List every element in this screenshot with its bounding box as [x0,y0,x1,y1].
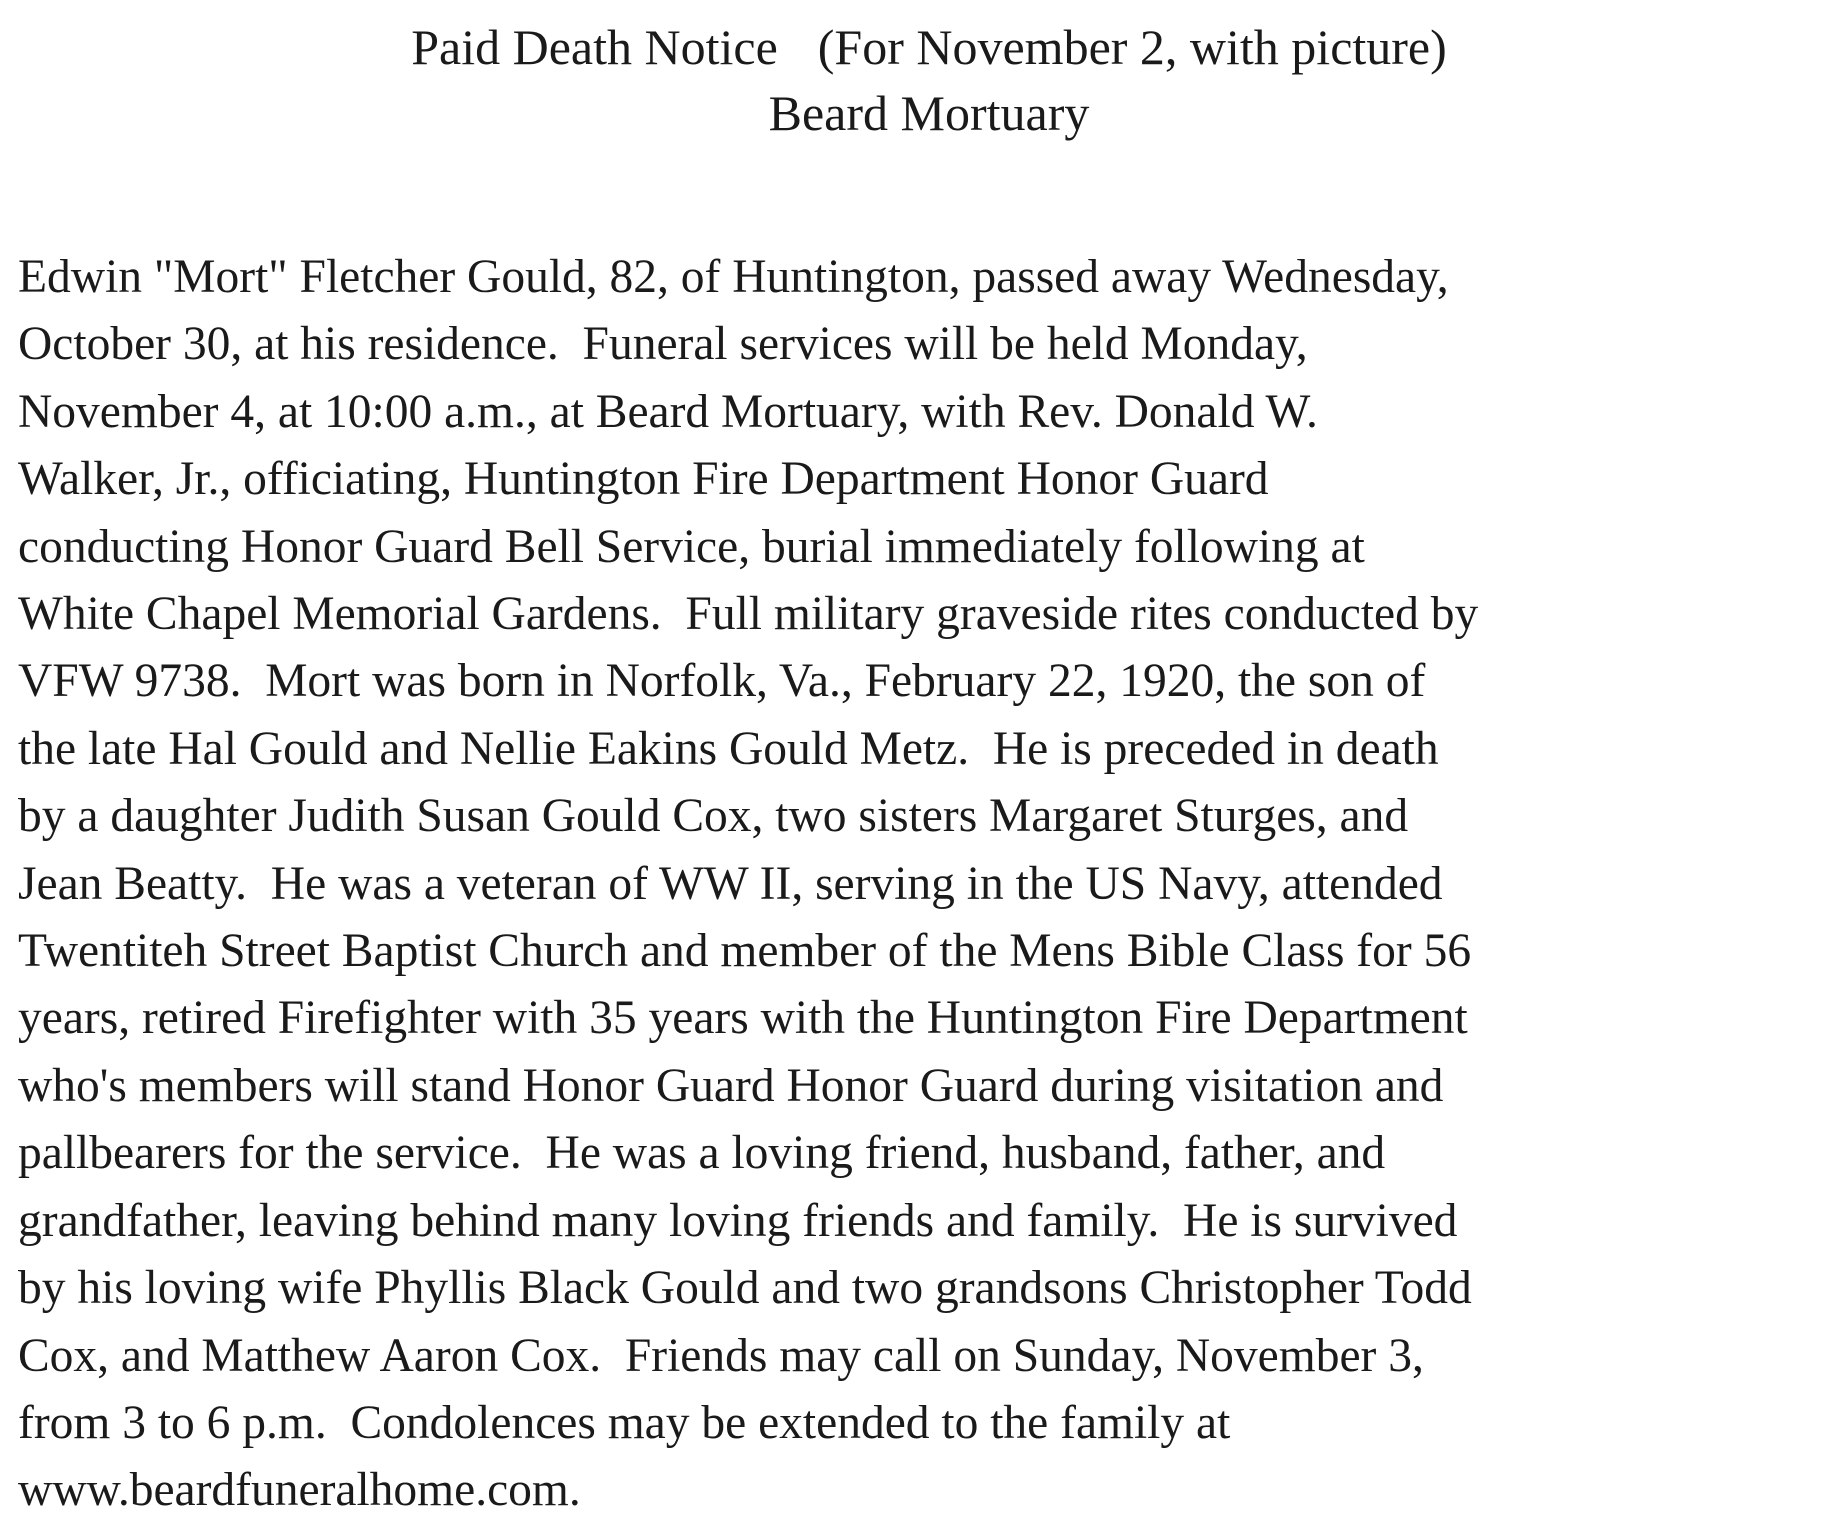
body-line: the late Hal Gould and Nellie Eakins Gould Metz. He is preceded in death [18,722,1439,775]
notice-date-note: (For November 2, with picture) [817,19,1447,75]
body-line: Twentiteh Street Baptist Church and member of the Mens Bible Class for 56 [18,925,1472,978]
body-line: by his loving wife Phyllis Black Gould and two grandsons Christopher Todd [18,1262,1472,1315]
body-line: Edwin "Mort" Fletcher Gould, 82, of Huntington, passed away Wednesday, [18,251,1449,303]
body-line: conducting Honor Guard Bell Service, burial immediately following at [18,520,1365,573]
body-line: VFW 9738. Mort was born in Norfolk, Va., February 22, 1920, the son of [18,655,1426,708]
body-line: years, retired Firefighter with 35 years with the Huntington Fire Department [18,992,1468,1045]
body-line: pallbearers for the service. He was a loving friend, husband, father, and [18,1127,1386,1180]
website-url: www.beardfuneralhome.com. [18,1464,581,1517]
header-line-1 [58,14,1800,80]
body-line: Cox, and Matthew Aaron Cox. Friends may call on Sunday, November 3, [18,1329,1424,1382]
body-line: by a daughter Judith Susan Gould Cox, two sisters Margaret Sturges, and [18,790,1409,843]
body-line: from 3 to 6 p.m. Condolences may be extended to the family at [18,1396,1231,1449]
obituary-body [18,244,1800,1525]
body-line: who's members will stand Honor Guard Honor Guard during visitation and [18,1059,1444,1112]
body-line: Walker, Jr., officiating, Huntington Fire Department Honor Guard [18,453,1269,506]
body-line: grandfather, leaving behind many loving friends and family. He is survived [18,1194,1458,1247]
notice-title: Paid Death Notice [411,19,778,75]
mortuary-name: Beard Mortuary [768,85,1090,141]
notice-header [18,14,1800,146]
body-line: Jean Beatty. He was a veteran of WW II, serving in the US Navy, attended [18,857,1443,910]
body-line: October 30, at his residence. Funeral services will be held Monday, [18,318,1308,371]
body-line: November 4, at 10:00 a.m., at Beard Mortuary, with Rev. Donald W. [18,385,1318,438]
body-line: White Chapel Memorial Gardens. Full military graveside rites conducted by [18,588,1479,641]
